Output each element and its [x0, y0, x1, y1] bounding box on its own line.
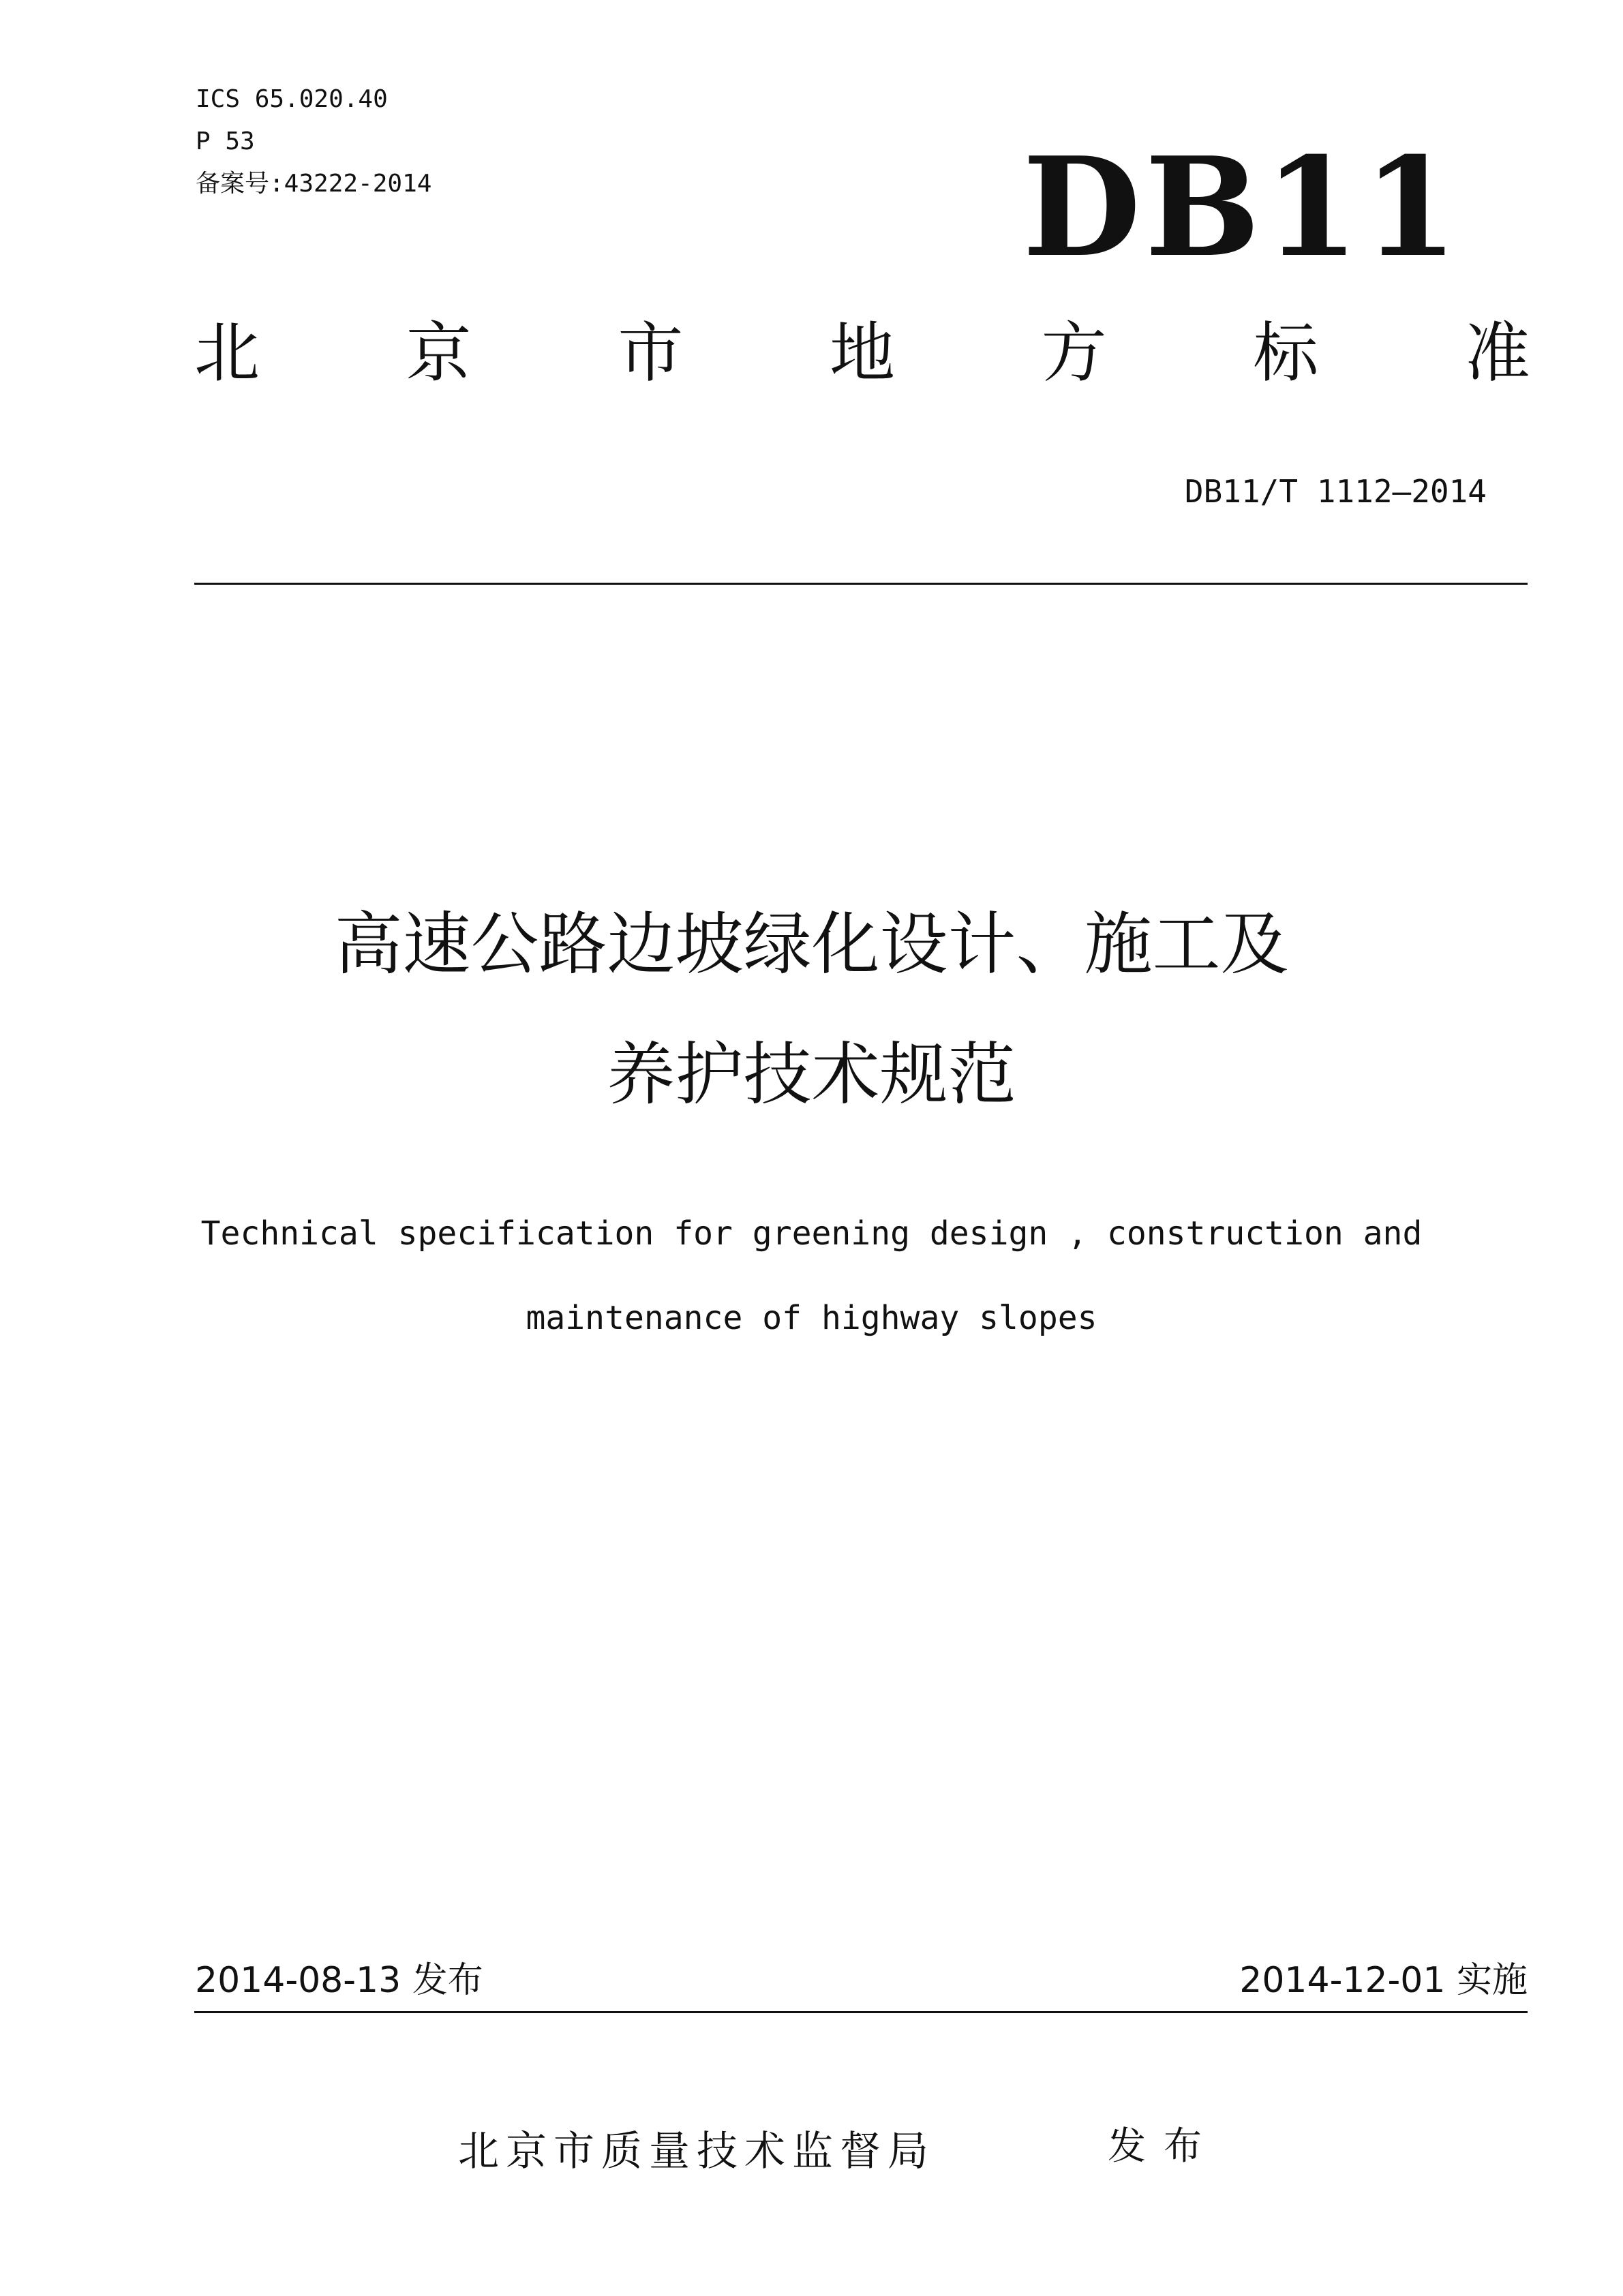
publisher-name: 北京市质量技术监督局: [458, 2128, 935, 2175]
standard-type-title: [194, 315, 1530, 391]
chinese-title-line-2: 养护技术规范: [607, 1035, 1016, 1114]
implementation-date: 2014-12-01 实施: [1239, 1960, 1528, 2001]
standard-type-char: 京: [406, 315, 472, 391]
standard-type-char: 市: [618, 315, 684, 391]
classification-code: P 53: [196, 127, 255, 155]
english-title-line-2: maintenance of highway slopes: [526, 1299, 1097, 1337]
standard-type-char: 方: [1041, 315, 1107, 391]
standard-type-char: 北: [194, 315, 260, 391]
chinese-title-line-1: 高速公路边坡绿化设计、施工及: [334, 904, 1289, 984]
issue-date: 2014-08-13 发布: [195, 1960, 483, 2001]
standard-type-char: 标: [1253, 315, 1319, 391]
record-number: 备案号:43222-2014: [196, 170, 432, 198]
bottom-divider: [194, 2011, 1528, 2013]
publish-label: 发布: [1108, 2124, 1219, 2169]
ics-code: ICS 65.020.40: [196, 85, 388, 113]
db-code-logo: DB11: [1022, 127, 1462, 288]
standard-number: DB11/T 1112—2014: [1184, 473, 1487, 510]
standard-type-char: 准: [1464, 315, 1530, 391]
standard-type-char: 地: [829, 315, 895, 391]
english-title-line-1: Technical specification for greening design , construction and: [200, 1214, 1423, 1253]
top-divider: [194, 583, 1528, 585]
